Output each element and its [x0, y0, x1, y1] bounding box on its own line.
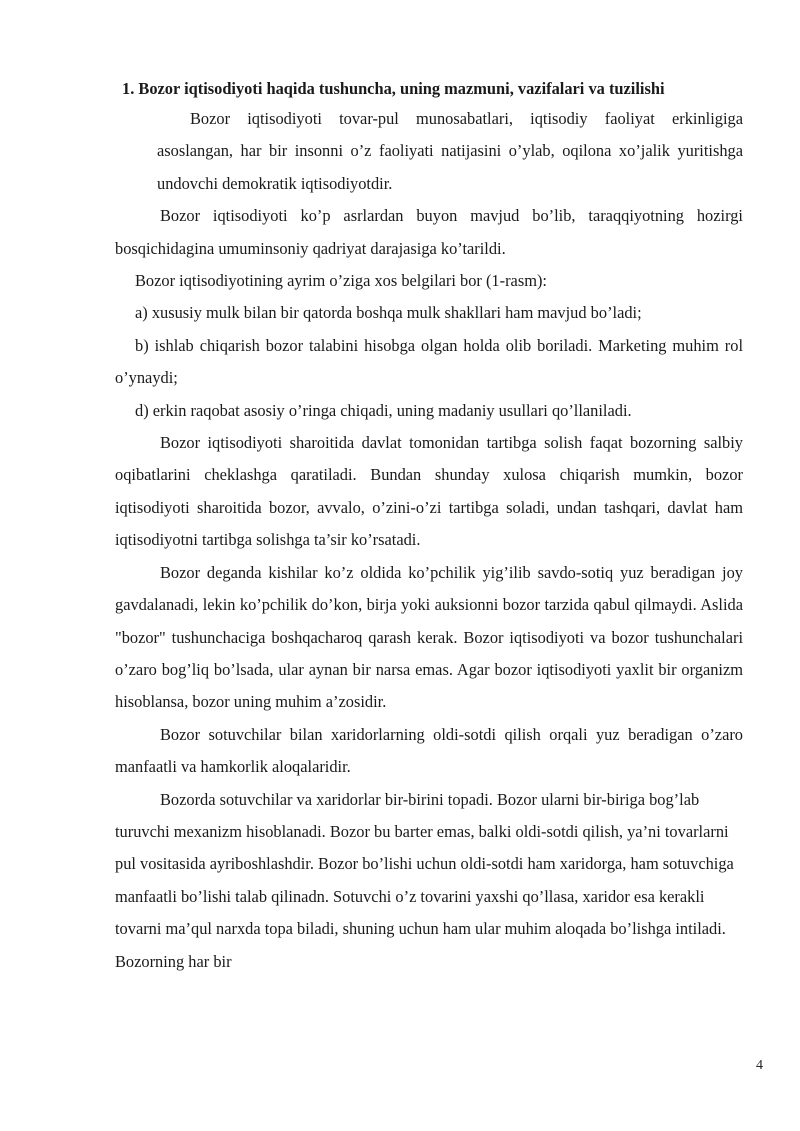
paragraph-market-definition: Bozor sotuvchilar bilan xaridorlarning oldi-sotdi qilish orqali yuz beradigan o’zaro manfaatli va hamkorlik aloqalaridir. — [115, 724, 743, 777]
list-item-a: a) xususiy mulk bilan bir qatorda boshqa mulk shakllari ham mavjud bo’ladi; — [135, 303, 642, 323]
list-item-b: b) ishlab chiqarish bozor talabini hisobga olgan holda olib boriladi. Marketing muhim rol o’ynaydi; — [115, 335, 743, 388]
paragraph-features-intro: Bozor iqtisodiyotining ayrim o’ziga xos belgilari bor (1-rasm): — [135, 271, 547, 291]
paragraph-market-mechanism: Bozorda sotuvchilar va xaridorlar bir-birini topadi. Bozor ularni bir-biriga bog’lab turuvchi mexanizm hisoblanadi. Bozor bu barter emas, balki oldi-sotdi qilish, ya’ni tovarlarni pul vositasida ayriboshlashdir. Bozor bo’lishi uchun oldi-sotdi ham xaridorga, ham sotuvchiga manfaatli bo’lishi talab qilinadn. Sotuvchi o’z tovarini yaxshi qo’llasa, xaridor esa kerakli tovarni ma’qul narxda topa biladi, shuning uchun ham ular muhim aloqada bo’lishga intiladi. Bozorning har bir — [115, 789, 734, 971]
document-page — [115, 76, 743, 978]
paragraph-state-regulation: Bozor iqtisodiyoti sharoitida davlat tomonidan tartibga solish faqat bozorning salbiy oqibatlarini cheklashga qaratiladi. Bundan shunday xulosa chiqarish mumkin, bozor iqtisodiyoti sharoitida bozor, avvalo, o’zini-o’zi tartibga soladi, undan tashqari, davlat ham iqtisodiyotni tartibga solishga ta’sir ko’rsatadi. — [115, 433, 743, 550]
paragraph-history: Bozor iqtisodiyoti ko’p asrlardan buyon mavjud bo’lib, taraqqiyotning hozirgi bosqichidagina umuminsoniy qadriyat darajasiga ko’tarildi. — [115, 206, 743, 258]
list-item-d: d) erkin raqobat asosiy o’ringa chiqadi, uning madaniy usullari qo’llaniladi. — [135, 400, 632, 420]
section-title: 1. Bozor iqtisodiyoti haqida tushuncha, uning mazmuni, vazifalari va tuzilishi — [122, 79, 665, 98]
paragraph-definition: Bozor iqtisodiyoti tovar-pul munosabatlari, iqtisodiy faoliyat erkinligiga asoslangan, har bir insonni o’z faoliyati natijasini o’ylab, oqilona xo’jalik yuritishga undovchi demokratik iqtisodiyotdir. — [157, 109, 743, 193]
paragraph-market-concept: Bozor deganda kishilar ko’z oldida ko’pchilik yig’ilib savdo-sotiq yuz beradigan joy gavdalanadi, lekin ko’pchilik do’kon, birja yoki auksionni bozor tarzida qabul qilmaydi. Aslida "bozor" tushunchaciga boshqacharoq qarash kerak. Bozor iqtisodiyoti va bozor tushunchalari o’zaro bog’liq bo’lsada, ular aynan bir narsa emas. Agar bozor iqtisodiyoti yaxlit bir organizm hisoblansa, bozor uning muhim a’zosidir. — [115, 562, 743, 712]
page-number: 4 — [756, 1058, 763, 1073]
